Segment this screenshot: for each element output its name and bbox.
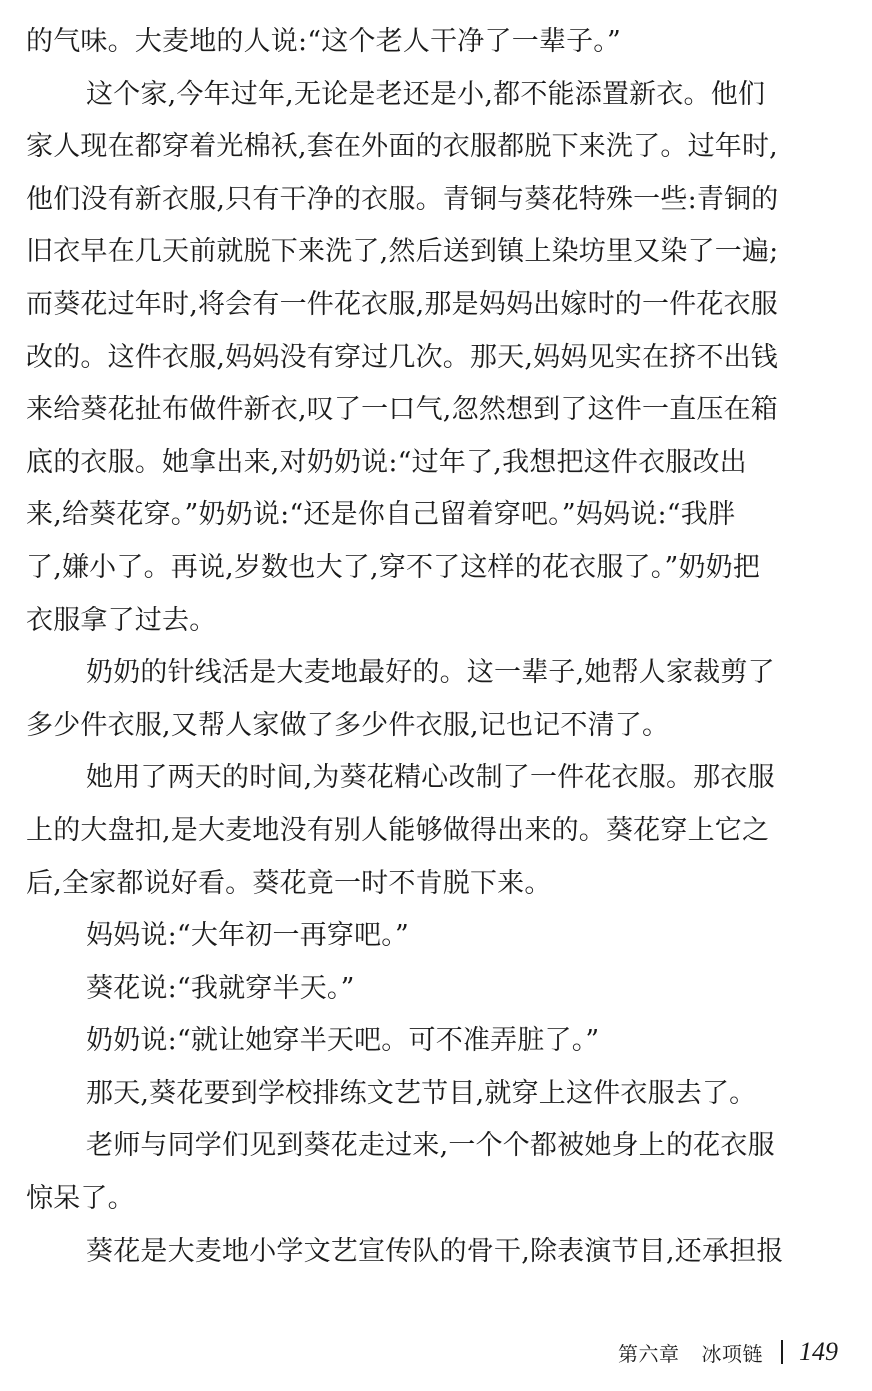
text-line: 葵花说:“我就穿半天。” <box>86 972 355 1004</box>
text-line: 妈妈说:“大年初一再穿吧。” <box>86 920 410 952</box>
text-line: 来给葵花扯布做件新衣,叹了一口气,忽然想到了这件一直压在箱 <box>26 394 778 426</box>
text-line: 她用了两天的时间,为葵花精心改制了一件花衣服。那衣服 <box>86 762 775 794</box>
text-line: 奶奶说:“就让她穿半天吧。可不准弄脏了。” <box>86 1025 600 1057</box>
text-line: 这个家,今年过年,无论是老还是小,都不能添置新衣。他们 <box>86 78 766 110</box>
text-line: 后,全家都说好看。葵花竟一时不肯脱下来。 <box>26 867 552 899</box>
chapter-title: 冰项链 <box>701 1341 763 1366</box>
text-line: 了,嫌小了。再说,岁数也大了,穿不了这样的花衣服了。”奶奶把 <box>26 551 761 583</box>
text-line: 的气味。大麦地的人说:“这个老人干净了一辈子。” <box>26 26 622 57</box>
text-line: 奶奶的针线活是大麦地最好的。这一辈子,她帮人家裁剪了 <box>86 657 775 689</box>
body-text <box>26 16 846 1278</box>
text-line: 而葵花过年时,将会有一件花衣服,那是妈妈出嫁时的一件花衣服 <box>26 288 778 320</box>
text-line: 那天,葵花要到学校排练文艺节目,就穿上这件衣服去了。 <box>86 1077 757 1109</box>
chapter-label: 第六章 <box>618 1341 680 1366</box>
text-line: 底的衣服。她拿出来,对奶奶说:“过年了,我想把这件衣服改出 <box>26 446 747 478</box>
text-line: 家人现在都穿着光棉袄,套在外面的衣服都脱下来洗了。过年时, <box>26 131 778 163</box>
footer-divider <box>781 1340 783 1364</box>
text-line: 老师与同学们见到葵花走过来,一个个都被她身上的花衣服 <box>86 1130 775 1162</box>
text-line: 多少件衣服,又帮人家做了多少件衣服,记也记不清了。 <box>26 709 670 741</box>
text-line: 葵花是大麦地小学文艺宣传队的骨干,除表演节目,还承担报 <box>86 1235 784 1267</box>
text-line: 上的大盘扣,是大麦地没有别人能够做得出来的。葵花穿上它之 <box>26 814 770 846</box>
page-number: 149 <box>799 1337 838 1366</box>
text-line: 改的。这件衣服,妈妈没有穿过几次。那天,妈妈见实在挤不出钱 <box>26 341 778 373</box>
text-line: 衣服拿了过去。 <box>26 604 217 636</box>
text-line: 旧衣早在几天前就脱下来洗了,然后送到镇上染坊里又染了一遍; <box>26 236 779 268</box>
text-line: 来,给葵花穿。”奶奶说:“还是你自己留着穿吧。”妈妈说:“我胖 <box>26 499 736 531</box>
text-line: 惊呆了。 <box>26 1183 135 1215</box>
page-footer <box>618 1332 838 1372</box>
text-line: 他们没有新衣服,只有干净的衣服。青铜与葵花特殊一些:青铜的 <box>26 183 779 215</box>
